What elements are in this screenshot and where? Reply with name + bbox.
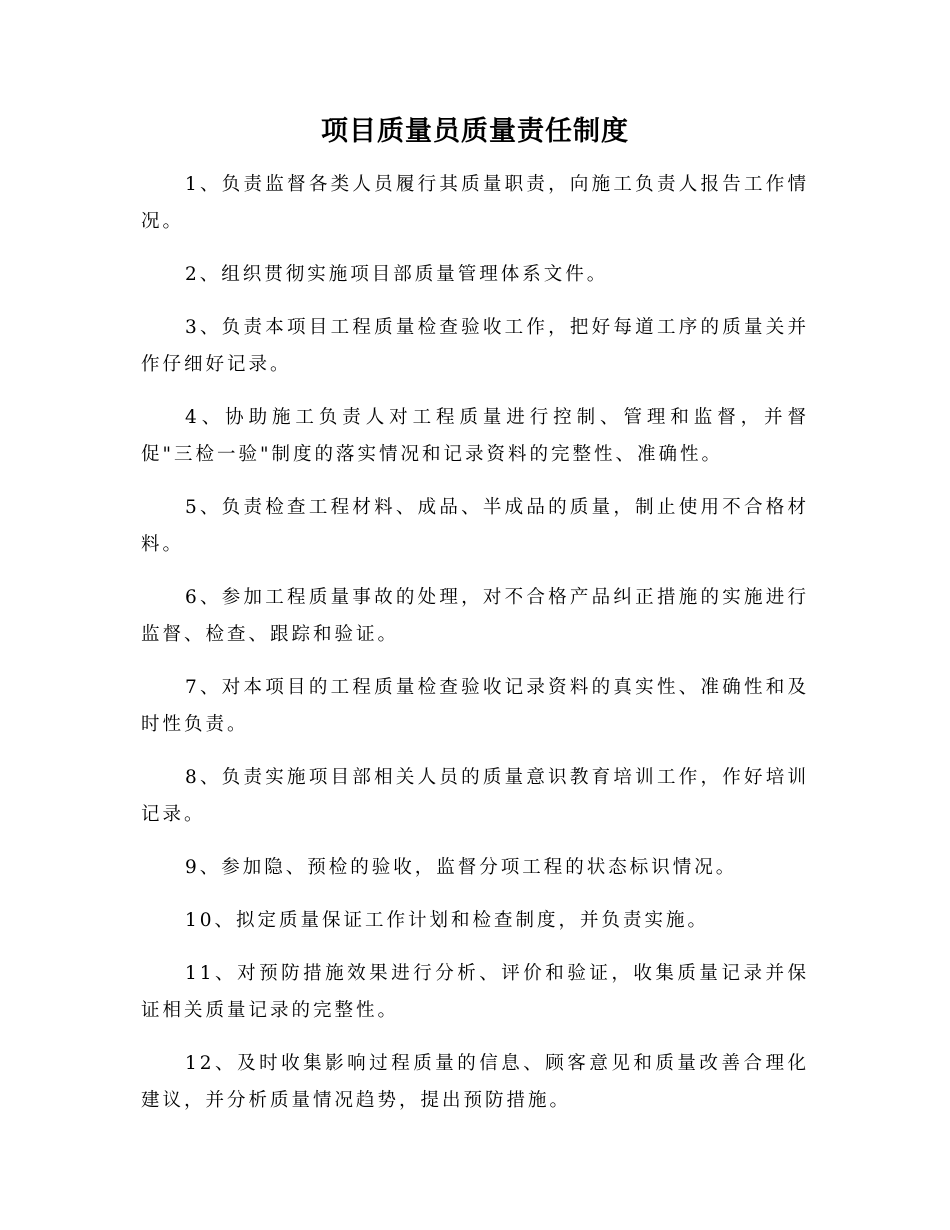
list-item: 11、对预防措施效果进行分析、评价和验证，收集质量记录并保证相关质量记录的完整性。	[141, 963, 809, 1021]
document-title: 项目质量员质量责任制度	[321, 116, 629, 147]
list-item: 8、负责实施项目部相关人员的质量意识教育培训工作，作好培训记录。	[141, 767, 809, 825]
list-item: 12、及时收集影响过程质量的信息、顾客意见和质量改善合理化建议，并分析质量情况趋势，提出预防措施。	[141, 1053, 809, 1111]
list-item: 3、负责本项目工程质量检查验收工作，把好每道工序的质量关并作仔细好记录。	[141, 317, 809, 375]
list-item: 5、负责检查工程材料、成品、半成品的质量，制止使用不合格材料。	[141, 497, 809, 555]
list-item: 2、组织贯彻实施项目部质量管理体系文件。	[185, 264, 609, 285]
responsibility-list	[141, 166, 809, 1135]
list-item: 9、参加隐、预检的验收，监督分项工程的状态标识情况。	[185, 857, 738, 878]
list-item: 1、负责监督各类人员履行其质量职责，向施工负责人报告工作情况。	[141, 174, 809, 232]
list-item: 6、参加工程质量事故的处理，对不合格产品纠正措施的实施进行监督、检查、跟踪和验证。	[141, 587, 809, 645]
list-item: 7、对本项目的工程质量检查验收记录资料的真实性、准确性和及时性负责。	[141, 677, 809, 735]
list-item: 4、协助施工负责人对工程质量进行控制、管理和监督，并督促"三检一验"制度的落实情况和记录资料的完整性、准确性。	[141, 407, 809, 465]
list-item: 10、拟定质量保证工作计划和检查制度，并负责实施。	[185, 910, 710, 931]
